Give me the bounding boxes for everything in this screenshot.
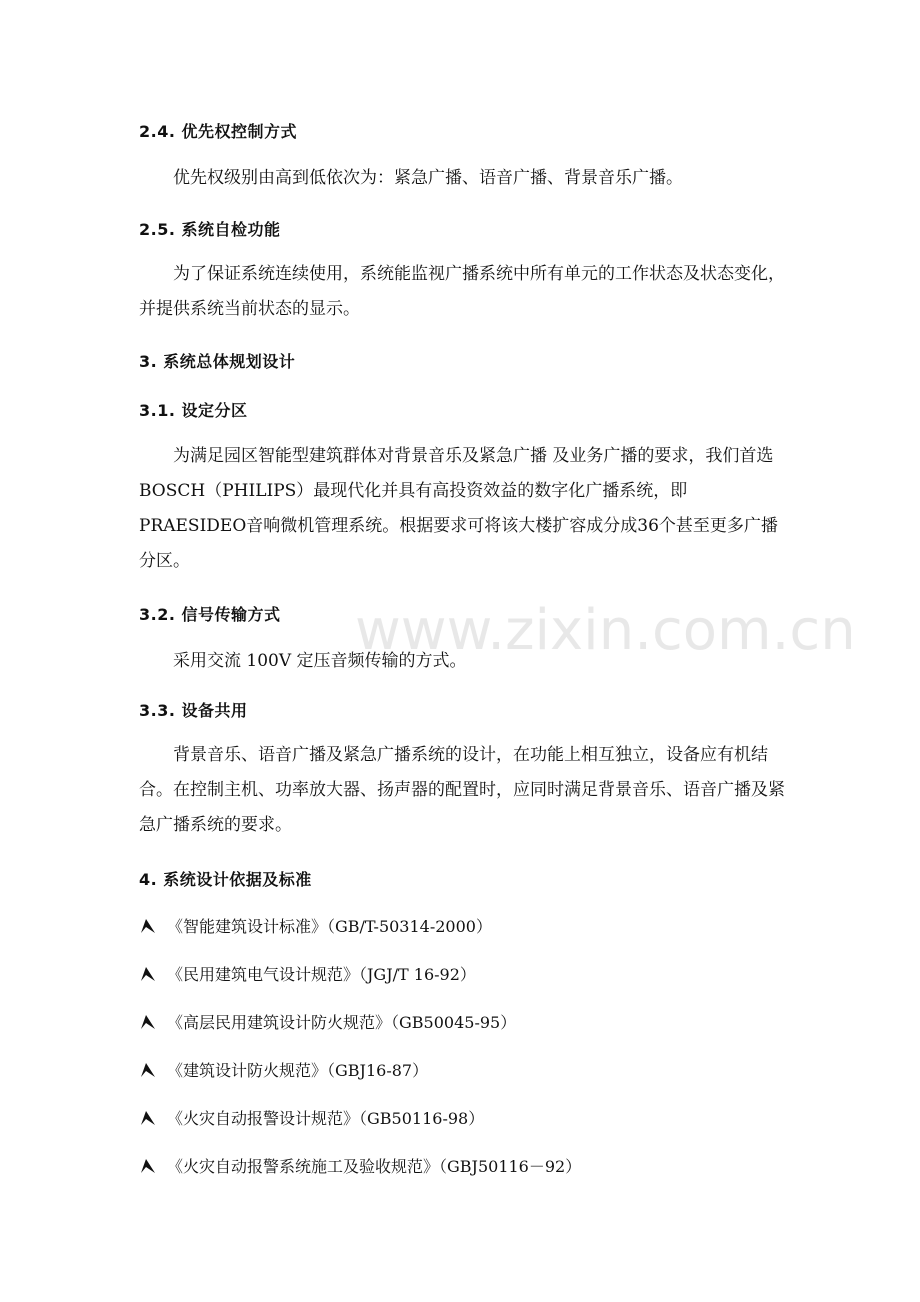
standard-item-text: 《高层民用建筑设计防火规范》（GB50045-95） — [167, 1013, 517, 1032]
standard-item-text: 《建筑设计防火规范》（GBJ16-87） — [167, 1061, 429, 1080]
arrowhead-bullet-icon — [139, 1014, 157, 1030]
heading-4: 4. 系统设计依据及标准 — [139, 870, 312, 889]
standard-item-text: 《火灾自动报警系统施工及验收规范》（GBJ50116－92） — [167, 1157, 582, 1176]
standard-item-text: 《火灾自动报警设计规范》（GB50116-98） — [167, 1109, 485, 1128]
standard-list-item — [139, 1154, 581, 1177]
heading-3: 3. 系统总体规划设计 — [139, 352, 296, 371]
heading-2-4: 2.4. 优先权控制方式 — [139, 122, 297, 141]
standard-list-item — [139, 1010, 516, 1033]
standard-item-text: 《民用建筑电气设计规范》（JGJ/T 16-92） — [167, 965, 476, 984]
standard-list-item — [139, 914, 492, 937]
watermark: www.zixin.com.cn — [355, 598, 856, 663]
heading-3-2: 3.2. 信号传输方式 — [139, 605, 281, 624]
arrowhead-bullet-icon — [139, 918, 157, 934]
arrowhead-bullet-icon — [139, 1158, 157, 1174]
heading-2-5: 2.5. 系统自检功能 — [139, 220, 281, 239]
standard-list-item — [139, 1058, 428, 1081]
paragraph-priority-levels: 优先权级别由高到低依次为：紧急广播、语音广播、背景音乐广播。 — [173, 168, 683, 188]
standard-list-item — [139, 1106, 484, 1129]
standard-list-item — [139, 962, 476, 985]
paragraph-zoning: 为满足园区智能型建筑群体对背景音乐及紧急广播 及业务广播的要求，我们首选BOSCH（PHILIPS）最现代化并具有高投资效益的数字化广播系统，即PRAESIDEO音响微机管理系统。根据要求可将该大楼扩容成分成36个甚至更多广播分区。 — [139, 446, 778, 571]
paragraph-signal-transmission: 采用交流 100V 定压音频传输的方式。 — [173, 651, 467, 671]
standard-item-text: 《智能建筑设计标准》（GB/T-50314-2000） — [167, 917, 492, 936]
heading-3-1: 3.1. 设定分区 — [139, 401, 248, 420]
paragraph-self-check: 为了保证系统连续使用，系统能监视广播系统中所有单元的工作状态及状态变化，并提供系统当前状态的显示。 — [139, 264, 785, 319]
arrowhead-bullet-icon — [139, 1062, 157, 1078]
heading-3-3: 3.3. 设备共用 — [139, 701, 248, 720]
arrowhead-bullet-icon — [139, 1110, 157, 1126]
arrowhead-bullet-icon — [139, 966, 157, 982]
paragraph-shared-equipment: 背景音乐、语音广播及紧急广播系统的设计，在功能上相互独立，设备应有机结合。在控制主机、功率放大器、扬声器的配置时，应同时满足背景音乐、语音广播及紧急广播系统的要求。 — [139, 745, 785, 835]
